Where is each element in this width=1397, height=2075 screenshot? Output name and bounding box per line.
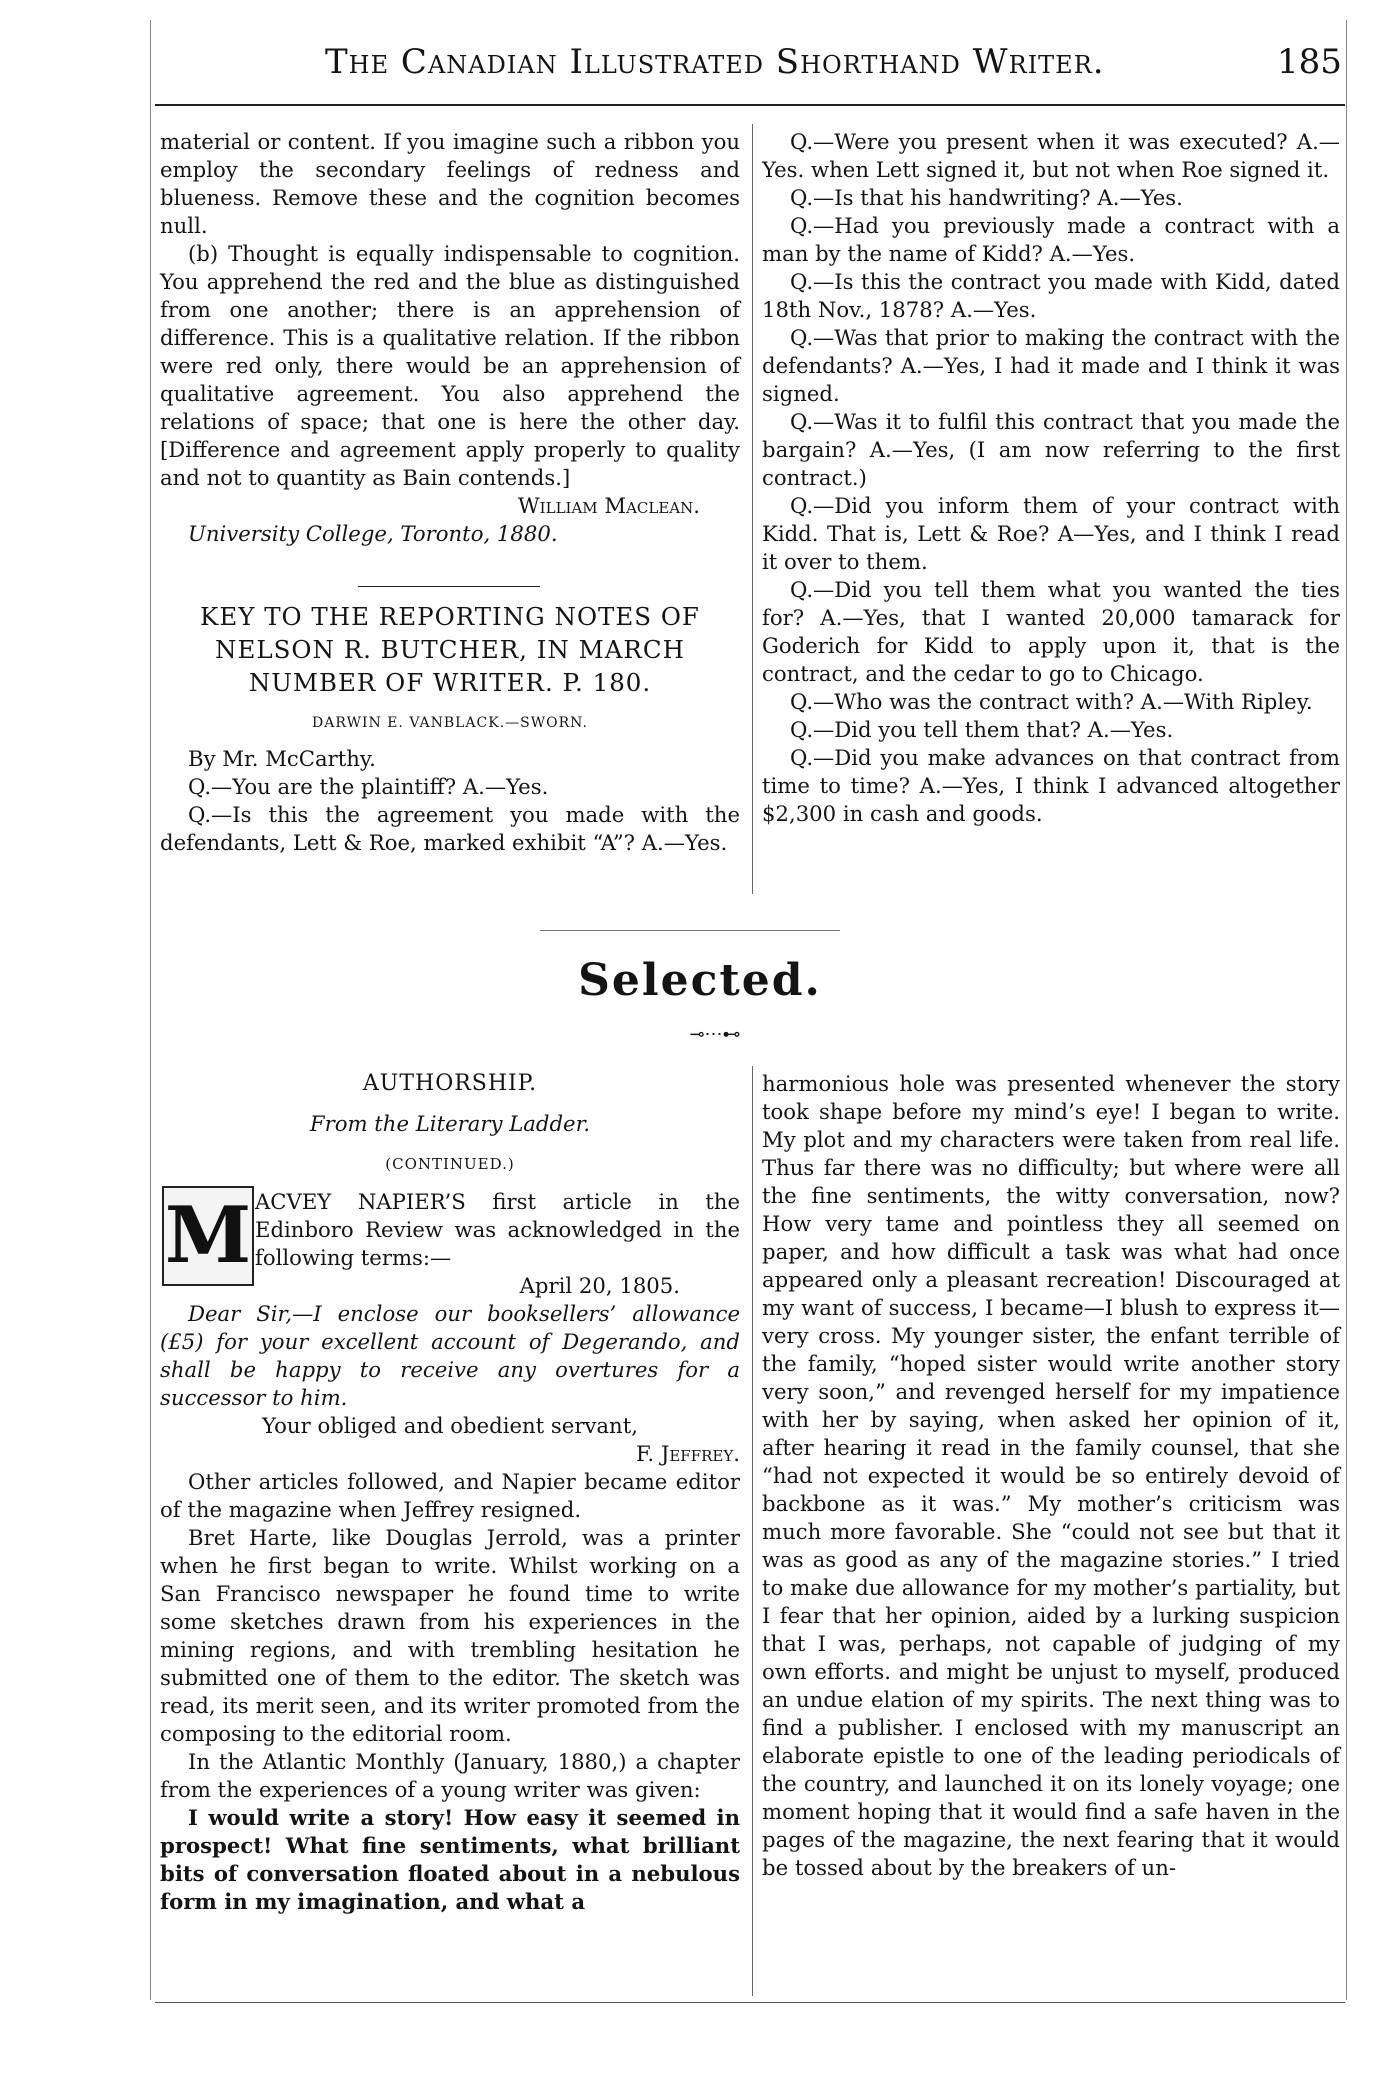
ornament: ⊸⋯⊷ (689, 1024, 741, 1045)
qa-line: Q.—Is that his handwriting? A.—Yes. (790, 185, 1183, 210)
qa-line: Q.—Who was the contract with? A.—With Ripley. (790, 689, 1313, 714)
key-section (160, 600, 740, 857)
qa-line: Q.—Was it to fulfil this contract that you made the bargain? A.—Yes, (I am now referring to the first contract.) (762, 409, 1340, 490)
key-title-line: NUMBER OF WRITER. P. 180. (248, 668, 652, 697)
qa-line: Q.—Had you previously made a contract with a man by the name of Kidd? A.—Yes. (762, 213, 1340, 266)
continued-label: (CONTINUED.) (385, 1155, 515, 1173)
qa-line: Q.—Was that prior to making the contract with the defendants? A.—Yes, I had it made and I think it was signed. (762, 325, 1340, 406)
key-line: By Mr. McCarthy. (188, 746, 376, 771)
letter-signer: F. Jeffrey. (635, 1441, 740, 1466)
signature: William Maclean. (517, 493, 700, 518)
right-frame-line (1346, 20, 1347, 2000)
affiliation: University College, Toronto, 1880. (188, 521, 558, 546)
qa-line: Q.—Did you tell them that? A.—Yes. (790, 717, 1174, 742)
letter-date: April 20, 1805. (519, 1273, 680, 1298)
article-title: AUTHORSHIP. (362, 1071, 538, 1096)
key-title-line: KEY TO THE REPORTING NOTES OF (200, 602, 700, 631)
qa-line: Q.—Were you present when it was executed? A.—Yes. when Lett signed it, but not when Roe signed it. (762, 129, 1340, 182)
qa-line: Q.—Is this the contract you made with Kidd, dated 18th Nov., 1878? A.—Yes. (762, 269, 1340, 322)
key-line: Q.—You are the plaintiff? A.—Yes. (188, 774, 549, 799)
article-subtitle: From the Literary Ladder. (309, 1111, 591, 1136)
column-divider (752, 124, 753, 894)
left-frame-line (150, 20, 151, 2000)
section-rule (540, 930, 840, 931)
short-divider (358, 586, 540, 587)
qa-line: Q.—Did you tell them what you wanted the ties for? A.—Yes, that I wanted 20,000 tamarack for Goderich for Kidd to apply upon it, that is the contract, and the cedar to go to Chicago. (762, 577, 1340, 686)
qa-line: Q.—Did you inform them of your contract with Kidd. That is, Lett & Roe? A—Yes, and I think I read it over to them. (762, 493, 1340, 574)
key-title-line: NELSON R. BUTCHER, IN MARCH (215, 635, 685, 664)
qa-line: Q.—Did you make advances on that contract from time to time? A.—Yes, I think I advanced altogether $2,300 in cash and goods. (762, 745, 1340, 826)
page-number: 185 (1277, 42, 1342, 82)
paragraph: Other articles followed, and Napier became editor of the magazine when Jeffrey resigned. (160, 1469, 740, 1522)
drop-cap: M (162, 1186, 254, 1286)
right-top-column (762, 128, 1340, 828)
paragraph: material or content. If you imagine such a ribbon you employ the secondary feelings of redness and blueness. Remove these and the cognition becomes null. (160, 129, 740, 238)
paragraph: I would write a story! How easy it seemed in prospect! What fine sentiments, what brilliant bits of conversation floated about in a nebulous form in my imagination, and what a (160, 1805, 740, 1914)
column-divider (752, 1066, 753, 1996)
left-top-column (160, 128, 740, 548)
paragraph: harmonious hole was presented whenever the story took shape before my mind’s eye! I began to write. My plot and my characters were taken from real life. Thus far there was no difficulty; but where were all the fine sentiments, the witty conversation, now? How very tame and pointless they all seemed on paper, and how difficult a task was what had once appeared only a pleasant recreation! Discouraged at my want of success, I became—I blush to express it—very cross. My younger sister, the enfant terrible of the family, “hoped sister would write another story very soon,” and revenged herself for my impatience with her by saying, when asked her opinion of it, after hearing it read in the family counsel, that she “had not expected it would be so entirely devoid of backbone as it was.” My mother’s criticism was much more favorable. She “could not see but that it was as good as any of the magazine stories.” I tried to make due allowance for my mother’s partiality, but I fear that her opinion, aided by a lurking suspicion that I was, perhaps, not capable of judging of my own efforts. and might be unjust to myself, produced an undue elation of my spirits. The next thing was to find a publisher. I enclosed with my manuscript an elaborate epistle to one of the leading periodicals of the country, and launched it on its lonely voyage; one moment hoping that it would find a safe haven in the pages of the magazine, the next fearing that it would be tossed about by the breakers of un- (762, 1071, 1340, 1880)
header-rule (155, 104, 1345, 106)
section-heading: Selected. (578, 955, 822, 1006)
paragraph: Bret Harte, like Douglas Jerrold, was a printer when he first began to write. Whilst working on a San Francisco newspaper he found time to write some sketches drawn from his experiences in the mining regions, and with trembling hesitation he submitted one of them to the editor. The sketch was read, its merit seen, and its writer promoted from the composing to the editorial room. (160, 1525, 740, 1746)
article-opening: ACVEY NAPIER’S first article in the Edinboro Review was acknowledged in the following terms:— (255, 1189, 740, 1270)
right-bottom-column (762, 1070, 1340, 1882)
letter-body: Dear Sir,—I enclose our booksellers’ allowance (£5) for your excellent account of Degerando, and shall be happy to receive any overtures for a successor to him. (160, 1301, 740, 1410)
paragraph: In the Atlantic Monthly (January, 1880,) a chapter from the experiences of a young writer was given: (160, 1749, 740, 1802)
paragraph: (b) Thought is equally indispensable to cognition. You apprehend the red and the blue as distinguished from one another; there is an apprehension of difference. This is a qualitative relation. If the ribbon were red only, there would be an apprehension of qualitative agreement. You also apprehend the relations of space; that one is here the other day. [Difference and agreement apply properly to quality and not to quantity as Bain contends.] (160, 241, 740, 490)
key-line: Q.—Is this the agreement you made with the defendants, Lett & Roe, marked exhibit “A”? A.—Yes. (160, 802, 740, 855)
bottom-rule (155, 2002, 1345, 2003)
letter-closing: Your obliged and obedient servant, (262, 1413, 638, 1438)
sworn-line: DARWIN E. VANBLACK.—SWORN. (312, 715, 588, 731)
running-header: The Canadian Illustrated Shorthand Writer. (325, 42, 1105, 82)
